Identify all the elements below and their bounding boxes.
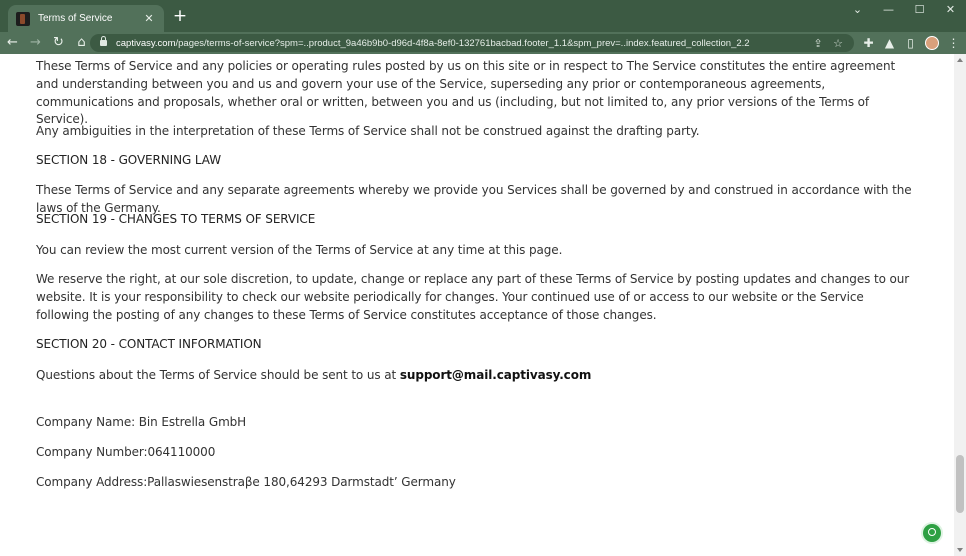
entire-agreement-paragraph: These Terms of Service and any policies or operating rules posted by us on this site or in respect to The Service constitutes the entire agreement and understanding between you and us and govern your use of the Service, superseding any prior or contemporaneous agreements, communications and proposals, whether oral or written, between you and us (including, but not limited to, any prior versions of the Terms of Service). (36, 59, 896, 127)
scroll-up-arrow-icon[interactable] (957, 58, 963, 62)
site-favicon-icon (16, 12, 30, 26)
address-bar-actions (808, 34, 848, 52)
close-window-icon[interactable]: ✕ (945, 3, 956, 16)
chat-widget-icon[interactable] (923, 524, 941, 542)
menu-kebab-icon[interactable]: ⋮ (947, 36, 960, 50)
labs-flask-icon[interactable]: ▲ (884, 36, 895, 50)
extensions-puzzle-icon[interactable]: ✚ (863, 36, 874, 50)
tab-title: Terms of Service (38, 13, 113, 24)
company-number: Company Number:064110000 (36, 445, 216, 459)
page-scrollbar[interactable] (954, 54, 966, 556)
back-icon[interactable]: ← (7, 35, 18, 50)
tab-search-icon[interactable]: ⌄ (852, 3, 863, 16)
browser-toolbar (0, 32, 966, 54)
browser-titlebar (0, 0, 966, 32)
scroll-down-arrow-icon[interactable] (957, 548, 963, 552)
forward-icon[interactable]: → (30, 35, 41, 50)
extension-area (858, 32, 964, 54)
window-controls (842, 0, 966, 32)
maximize-icon[interactable]: ☐ (914, 3, 925, 16)
new-tab-button[interactable]: + (172, 6, 188, 26)
section-20-heading: SECTION 20 - CONTACT INFORMATION (36, 337, 262, 351)
url-path: /pages/terms-of-service?spm=..product_9a46b9b0-d96d-4f8a-8ef0-132761bacbad.footer_1.1&spm_prev=..index.featured_collection_2.2 (175, 37, 750, 49)
company-address: Company Address:Pallaswiesenstraβe 180,64293 Darmstadt’ Germany (36, 475, 456, 489)
minimize-icon[interactable]: — (883, 3, 894, 16)
profile-avatar[interactable] (925, 36, 939, 50)
section-20-paragraph (36, 367, 916, 385)
bookmark-star-icon[interactable]: ☆ (833, 36, 843, 50)
section-19-heading: SECTION 19 - CHANGES TO TERMS OF SERVICE (36, 212, 316, 226)
reload-icon[interactable]: ↻ (53, 35, 64, 50)
address-bar[interactable] (90, 34, 854, 52)
section-19-paragraph-1: You can review the most current version of the Terms of Service at any time at this page. (36, 243, 563, 257)
url-host: captivasy.com (116, 37, 176, 49)
home-icon[interactable]: ⌂ (77, 35, 86, 50)
contact-intro-text: Questions about the Terms of Service should be sent to us at (36, 368, 397, 382)
ambiguities-paragraph: Any ambiguities in the interpretation of these Terms of Service shall not be construed against the drafting party. (36, 124, 700, 138)
section-19-paragraph-2: We reserve the right, at our sole discretion, to update, change or replace any part of these Terms of Service by posting updates and changes to our website. It is your responsibility to check our website periodically for changes. Your continued use of or access to our website or the Service following the posting of any changes to these Terms of Service constitutes acceptance of those changes. (36, 272, 910, 322)
lock-icon[interactable] (100, 39, 107, 47)
tab-close-icon[interactable]: ✕ (144, 12, 154, 25)
scrollbar-thumb[interactable] (956, 455, 964, 513)
browser-tab[interactable] (8, 5, 164, 32)
company-name: Company Name: Bin Estrella GmbH (36, 415, 247, 429)
url-text[interactable] (116, 38, 750, 49)
section-18-paragraph: These Terms of Service and any separate agreements whereby we provide you Services shall be governed by and construed in accordance with the laws of the Germany. (36, 183, 912, 215)
side-panel-icon[interactable]: ▯ (907, 36, 914, 50)
section-18-heading: SECTION 18 - GOVERNING LAW (36, 153, 221, 167)
contact-email[interactable]: support@mail.captivasy.com (399, 368, 592, 382)
share-icon[interactable]: ⇪ (813, 36, 823, 50)
page-content (0, 54, 954, 556)
